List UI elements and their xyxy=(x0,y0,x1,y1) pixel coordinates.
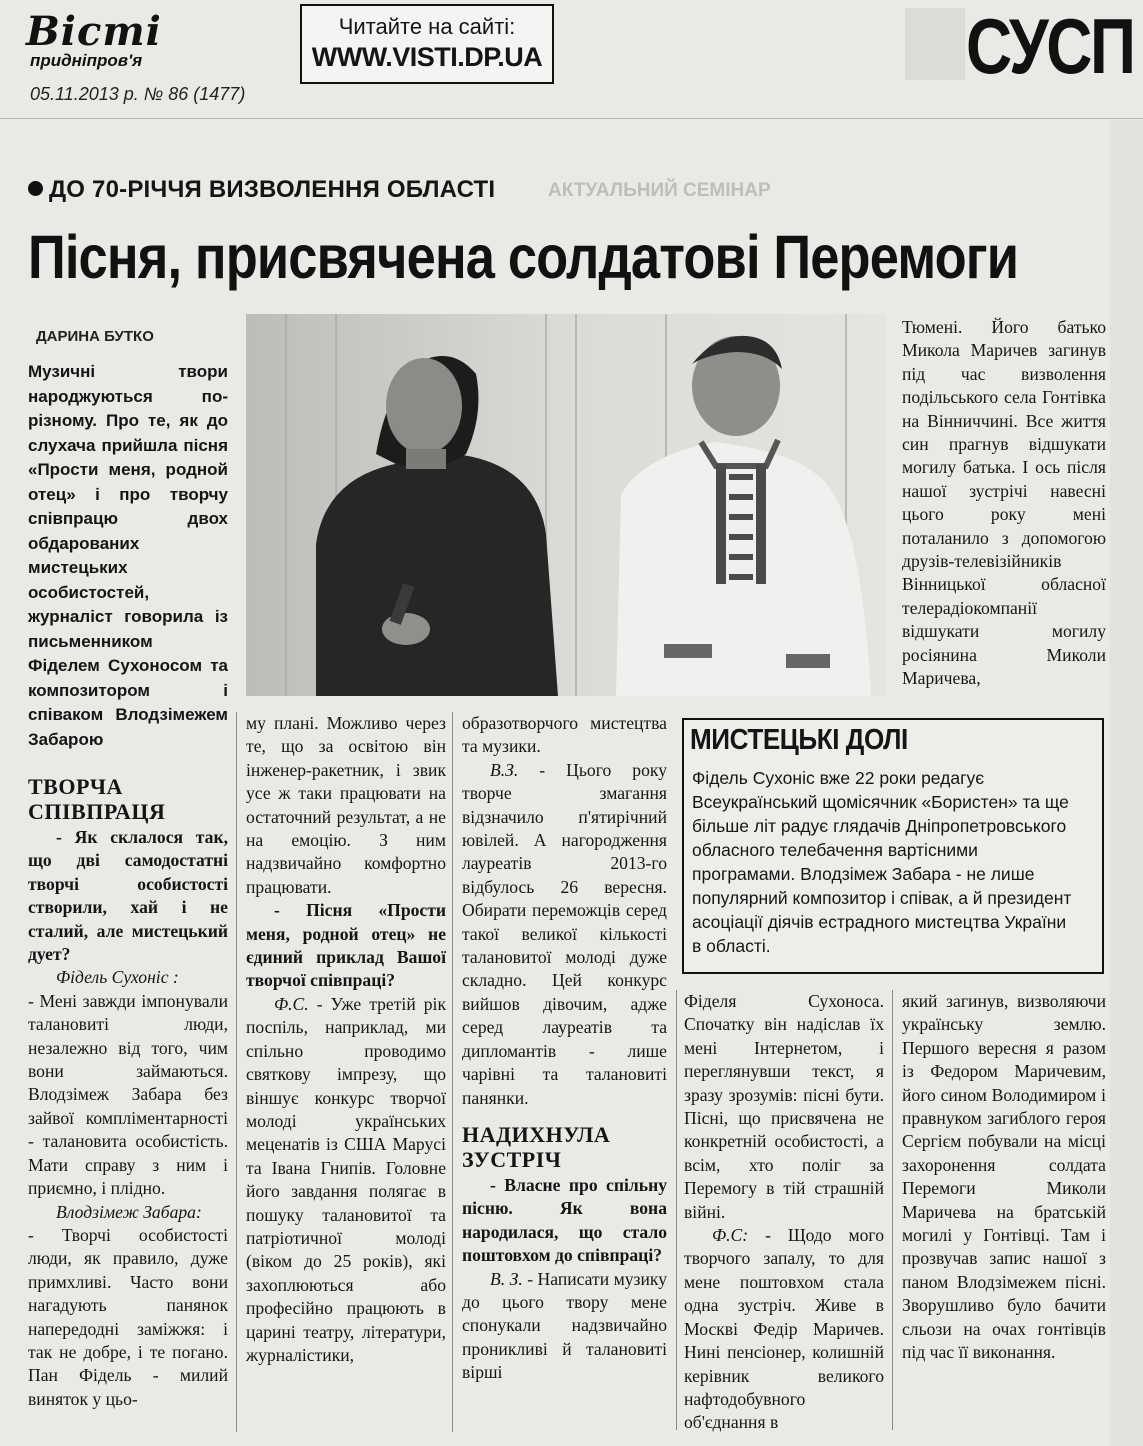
rubric-text: ДО 70-РІЧЧЯ ВИЗВОЛЕННЯ ОБЛАСТІ xyxy=(49,176,496,203)
website-label: Читайте на сайті: xyxy=(338,14,516,39)
speaker-label: В.З. xyxy=(490,759,519,780)
speaker-label: Ф.С: xyxy=(712,1225,749,1246)
body-text: Фіделя Сухоноса. Спочатку він надіслав їх мені Інтернетом, і переглянувши текст, я зразу зрозумів: пісні бути. Пісні, що присвячена не конкретній особистості, а всім, хто поліг за Перемогу в тій страшній війні. xyxy=(684,991,884,1222)
website-box[interactable] xyxy=(300,4,554,84)
speaker-label: Фідель Сухоніс : xyxy=(56,967,179,988)
question-3: - Власне про спільну пісню. Як вона народилася, що стало поштовхом до співпраці? xyxy=(462,1174,667,1266)
ghost-print xyxy=(905,8,965,80)
sidebar-text: Фідель Сухоніс вже 22 роки редагує Всеукраїнський щомісячник «Бористен» та ще більше літ радує глядачів Дніпропетровського обласного телебачення вартісними програмами. Влодзімеж Забара - не лише популярний композитор і співак, а й президент асоціації діячів естрадного мистецтва України в області. xyxy=(692,768,1072,956)
answer-text: - Уже третій рік поспіль, наприклад, ми спільно проводимо святкову імпрезу, що віншує конкурс творчої молоді українських меценатів із США Марусі та Івана Гнипів. Головне його завдання полягає в пошуку талановитої та патріотичної молоді (віком до 25 років), які захоплюються або професійно працюють в царині театру, літератури, журналістики, xyxy=(246,993,446,1365)
column-5: який загинув, визволяючи українську землю. Першого вересня я разом із Федором Маричевим, його сином Володимиром і правнуком загиблого героя Сергієм побували на місці захоронення солдата Перемоги Миколи Маричева на братській могилі у Гонтівці. Там і прозвучав запис нашої з паном Влодзімежем пісні. Зворушливо було бачити сльози на очах гонтівців під час її виконання. xyxy=(902,991,1106,1363)
logo xyxy=(26,8,276,70)
column-2 xyxy=(246,712,446,1367)
body-text: му плані. Можливо через те, що за освітою він інженер-ракетник, і звик усе ж таки працювати на остаточний результат, а не на емоцію. З ним надзвичайно комфортно працювати. xyxy=(246,713,446,897)
photo xyxy=(246,314,886,696)
column-rule xyxy=(452,712,453,1432)
answer-text: - Написати музику до цього твору мене спонукали надзвичайно проникливі й талановиті вірші xyxy=(462,1268,667,1383)
website-url[interactable]: WWW.VISTI.DP.UA xyxy=(311,42,543,72)
subhead-inspiring-meeting: НАДИХНУЛА ЗУСТРІЧ xyxy=(462,1121,611,1172)
subhead-creative-work: ТВОРЧА СПІВПРАЦЯ xyxy=(28,774,166,824)
author: ДАРИНА БУТКО xyxy=(36,328,154,345)
answer-text: - Щодо мого творчого запалу, то для мене поштовхом стала одна зустріч. Живе в Москві Федір Маричев. Нині пенсіонер, колишній керівник великого нафтодобувного об'єднання в xyxy=(684,1225,884,1433)
photo-illustration xyxy=(246,314,886,696)
ghost-rubric: АКТУАЛЬНИЙ СЕМІНАР xyxy=(548,180,771,201)
bullet-icon xyxy=(28,181,43,196)
lead-text: Музичні твори народжуються по-різному. Про те, як до слухача прийшла пісня «Прости меня, родной отец» і про творчу співпрацю двох обдарованих мистецьких особистостей, журналіст говорила із письменником Фіделем Сухоносом та композитором і співаком Влодзімежем Забарою xyxy=(28,362,228,749)
column-rule xyxy=(676,990,677,1430)
sidebar-box xyxy=(682,718,1104,974)
body-text: образотворчого мистецтва та музики. xyxy=(462,713,667,757)
column-rule xyxy=(892,990,893,1430)
answer-text: - Мені завжди імпонували талановиті люди, незалежно від того, чим вони займаються. Влодзімеж Забара без зайвої компліментарності - талановита особистість. Мати справу з ним і приємно, і плідно. xyxy=(28,990,228,1199)
column-right-top: Тюмені. Його батько Микола Маричев загинув під час визволення подільського села Гонтівка на Вінниччині. Все життя син прагнув відшукати могилу батька. І ось після нашої зустрічі навесні цього року мені поталанило з допомогою друзів-телевізійників Вінницької обласної телерадіокомпанії відшукати могилу росіянина Миколи Маричева, xyxy=(902,317,1106,689)
answer-text: - Цього року творче змагання відзначило п'ятирічний ювілей. А нагородження лауреатів 2013-го відбулось 26 вересня. Обирати переможців серед такої великої кількості талановитої молоді дуже складно. Цей конкурс вийшов дівочим, адже серед лауреатів та дипломантів - лише чарівні та талановиті панянки. xyxy=(462,759,667,1108)
headline: Пісня, присвячена солдатові Перемоги xyxy=(28,223,1019,291)
speaker-label: Ф.С. xyxy=(274,993,309,1014)
speaker-label: В. З. xyxy=(490,1268,523,1289)
page-edge xyxy=(1110,120,1143,1446)
issue-info: 05.11.2013 р. № 86 (1477) xyxy=(30,84,246,104)
question-2: - Пісня «Прости меня, родной отец» не єдиний приклад Вашої творчої співпраці? xyxy=(246,900,446,991)
section-title: СУСП xyxy=(966,2,1134,90)
speaker-label: Влодзімеж Забара: xyxy=(56,1201,202,1222)
answer-text: - Творчі особистості люди, як правило, дуже примхливі. Часто вони нагадують панянок напередодні заміжжя: і так не добре, і те погано. Пан Фідель - милий виняток у цьо- xyxy=(28,1224,228,1409)
question-1: - Як склалося так, що дві самодостатні творчі особистості створили, хай і не сталий, але мистецький дует? xyxy=(28,827,228,965)
logo-sub: придніпров'я xyxy=(30,51,143,70)
rubric xyxy=(28,176,495,204)
column-rule xyxy=(236,712,237,1432)
masthead-rule xyxy=(0,118,1143,119)
column-3 xyxy=(462,712,667,1385)
column-4 xyxy=(684,990,884,1435)
column-1 xyxy=(28,774,228,1411)
logo-main: Вісті xyxy=(26,8,162,55)
sidebar-title: МИСТЕЦЬКІ ДОЛІ xyxy=(690,724,908,756)
